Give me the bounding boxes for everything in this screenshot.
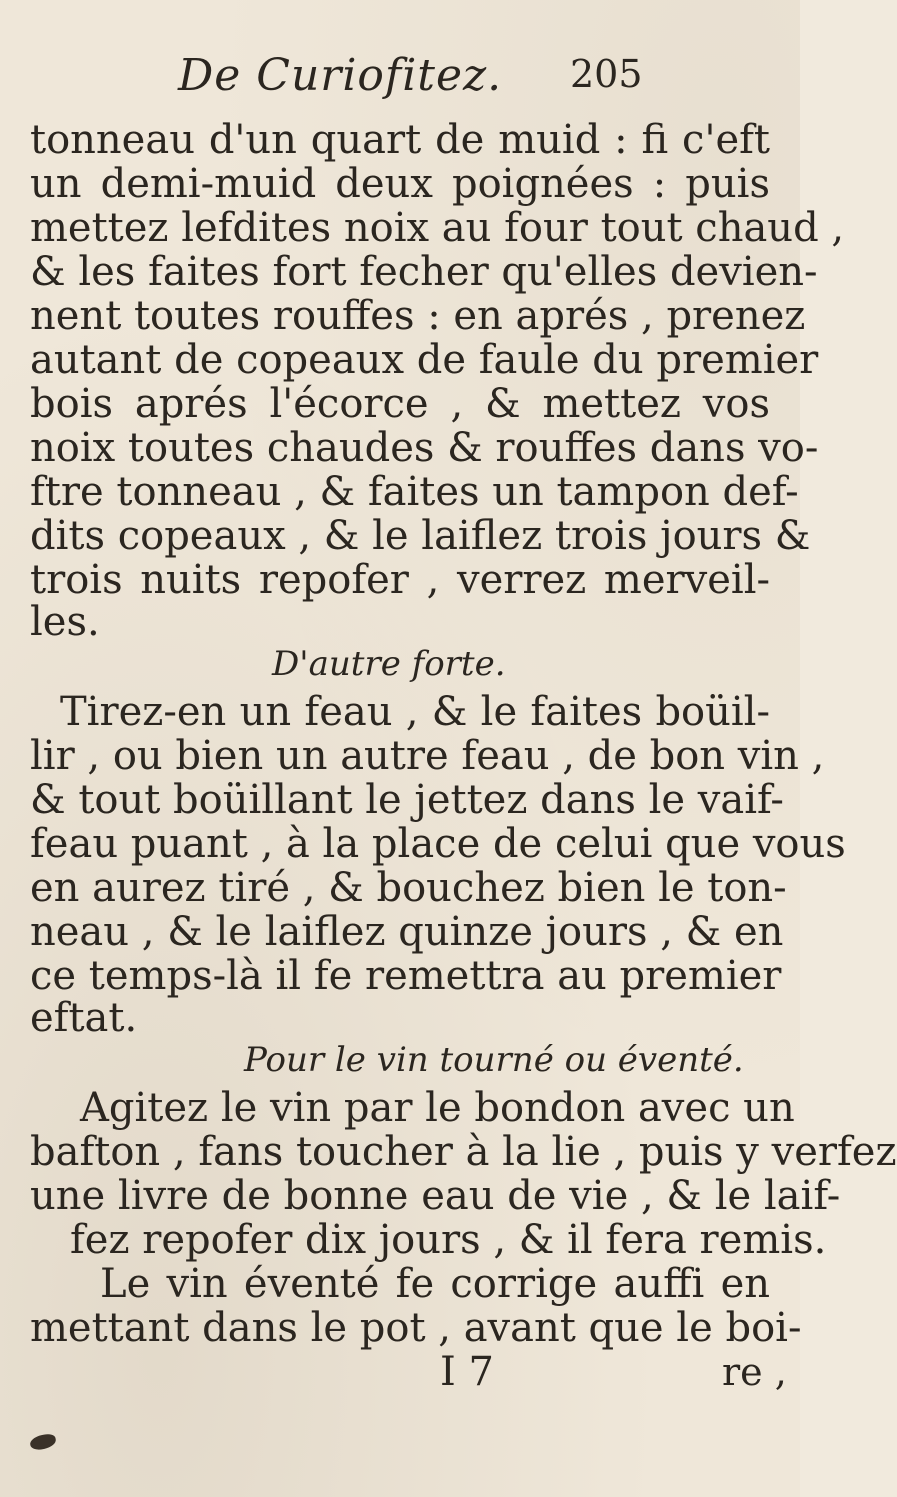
section-heading-1: D'autre forte. bbox=[272, 644, 506, 684]
text-line: noix toutes chaudes & rouffes dans vo- bbox=[30, 425, 819, 471]
section-heading-2: Pour le vin tourné ou éventé. bbox=[244, 1040, 744, 1080]
page-header bbox=[0, 48, 800, 108]
text-line: autant de copeaux de faule du premier bbox=[30, 337, 819, 383]
ink-blot bbox=[29, 1432, 57, 1451]
running-title: De Curiofitez. bbox=[178, 50, 503, 101]
text-line: feau puant , à la place de celui que vous bbox=[30, 821, 846, 867]
text-line: en aurez tiré , & bouchez bien le ton- bbox=[30, 865, 787, 911]
text-line: neau , & le laiflez quinze jours , & en bbox=[30, 909, 784, 955]
text-line: nent toutes rouffes : en aprés , prenez bbox=[30, 293, 806, 339]
text-line: dits copeaux , & le laiflez trois jours & bbox=[30, 513, 811, 559]
text-line: mettant dans le pot , avant que le boi- bbox=[30, 1305, 802, 1351]
page-number: 205 bbox=[570, 52, 643, 96]
text-line: ftre tonneau , & faites un tampon def- bbox=[30, 469, 799, 515]
text-line: Le vin éventé fe corrige auffi en bbox=[100, 1261, 770, 1307]
text-line: tonneau d'un quart de muid : fi c'eft bbox=[30, 117, 770, 163]
text-line: eftat. bbox=[30, 995, 138, 1041]
text-line: bois aprés l'écorce , & mettez vos bbox=[30, 381, 770, 427]
text-line: un demi-muid deux poignées : puis bbox=[30, 161, 770, 207]
text-line: les. bbox=[30, 599, 100, 645]
text-line: Tirez-en un feau , & le faites boüil- bbox=[60, 689, 770, 735]
text-line: Agitez le vin par le bondon avec un bbox=[80, 1085, 795, 1131]
text-line: bafton , fans toucher à la lie , puis y verfez bbox=[30, 1129, 897, 1175]
text-line: fez repofer dix jours , & il fera remis. bbox=[70, 1217, 827, 1263]
text-line: lir , ou bien un autre feau , de bon vin , bbox=[30, 733, 825, 779]
text-line: trois nuits repofer , verrez merveil- bbox=[30, 557, 770, 603]
text-line: & les faites fort fecher qu'elles devien- bbox=[30, 249, 818, 295]
text-line: mettez lefdites noix au four tout chaud , bbox=[30, 205, 845, 251]
signature-mark: I 7 bbox=[440, 1349, 494, 1395]
text-line: une livre de bonne eau de vie , & le laif- bbox=[30, 1173, 841, 1219]
text-line: ce temps-là il fe remettra au premier bbox=[30, 953, 782, 999]
text-line: & tout boüillant le jettez dans le vaif- bbox=[30, 777, 784, 823]
catchword: re , bbox=[722, 1350, 787, 1394]
